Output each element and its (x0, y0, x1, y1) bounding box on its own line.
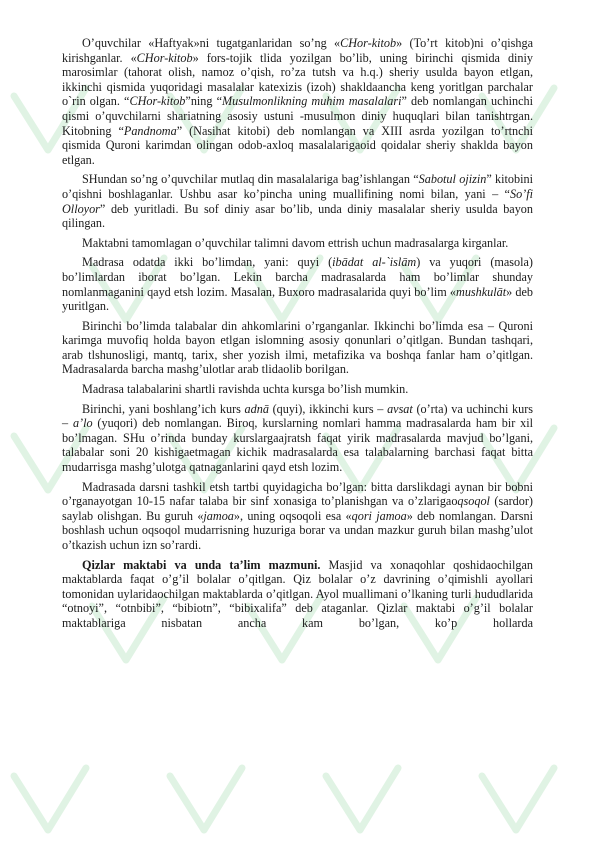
paragraph (62, 480, 533, 553)
paragraph (62, 236, 533, 251)
italic-run: qori jamoa (351, 508, 407, 523)
section-heading: Qizlar maktabi va unda ta’lim mazmuni. (82, 557, 321, 572)
italic-run: jamoa (203, 508, 234, 523)
text-run: ) va yuqori (masola) bo’limlardan iborat bo’lgan. Lekin barcha madrasalarda ham bo’limlar shunday nomlanmaganini qayd etsh lozim. Masalan, Buxoro madrasalarida quyi bo’lim « (62, 255, 533, 299)
italic-run: avsat (387, 401, 413, 416)
paragraph (62, 36, 533, 167)
document-page (62, 36, 533, 636)
text-run: (yuqori) deb nomlangan. Biroq, kurslarning nomlari hamma madrasalarda ham bir xil bo’lmagan. SHu o’rinda bunday kurslargaajratsh faqat yirik madrasalarda mavjud bo’lgani, talabalar soni 20 kishigaetmagan kichik madrasalarda esa talabalarning barchasi faqat bitta mudarrisga mashg’ulotga qatnaganlarini qayd etsh lozim. (62, 416, 533, 475)
italic-run: CHor-kitob (340, 36, 397, 50)
text-run: (o’rta) va uchinchi kurs – (62, 401, 533, 431)
text-run: Maktabni tamomlagan o’quvchilar talimni davom ettrish uchun madrasalarga kirganlar. (82, 235, 509, 250)
text-run: Birinchi bo’limda talabalar din ahkomlarini o’rganganlar. Ikkinchi bo’limda esa – Quroni karimga muvofiq holda bayon etlgan islomning asosiy qonunlari o’qitlgan. Bundan tashqari, arab tlshunosligi, mantq, tarix, sher yozish ilmi, metafizika va boshqa fanlar ham o’qitlgan. Madrasalarda barcha mashg’ulotlar arab tlidaolib borilgan. (62, 318, 533, 377)
paragraph-continued (62, 558, 533, 631)
text-run: » deb nomlangan. Darsni boshlash uchun oqsoqol mudarrisning huzuriga borar va undan mazkur guruh bilan mashg’ulot o’tkazish uchun izn so’rardi. (62, 508, 533, 552)
paragraph (62, 172, 533, 230)
paragraph (62, 255, 533, 313)
text-run: » deb yuritlgan. (62, 284, 533, 314)
text-run: ” deb yuritladi. Bu sof diniy asar bo’lib, unda diniy masalalar sheriy usulda bayon qilingan. (62, 201, 533, 231)
italic-run: Pandnoma (123, 123, 177, 138)
italic-run: adnā (244, 401, 269, 416)
italic-run: Sabotul ojizin (418, 172, 487, 187)
paragraph (62, 402, 533, 475)
text-run: SHundan so’ng o’quvchilar mutlaq din masalalariga bag’ishlangan “ (82, 172, 419, 187)
italic-run: CHor-kitob (129, 94, 186, 109)
italic-run: CHor-kitob (136, 50, 193, 65)
paragraph (62, 319, 533, 377)
paragraph (62, 382, 533, 397)
italic-run: a’lo (72, 416, 93, 431)
text-run: » (To’rt kitob)ni o’qishga kirishganlar. « (62, 36, 533, 65)
italic-run: Musulmonlikning muhim masalalari (222, 94, 402, 109)
text-run: ”ning “ (185, 94, 222, 109)
text-run: Madrasada darsni tashkil etsh tartbi quyidagicha bo’lgan: bitta darslikdagi aynan bir bobni o’rganayotgan 10-15 nafar talaba bir sinf xonasiga to’planishgan va o’zlarigao (62, 479, 533, 509)
text-run: Masjid va xonaqohlar qoshidaochilgan maktablarda faqat o’g’il bolalar o’qitlgan. Qiz bolalar o’z davrining o’qimishli ayollari tomonidan uylaridaochilgan maktablarda o’qitlgan. Ayol muallimani o’lkaning turli hududlarida “otnoyi”, “otnbibi”, “bibiotn”, “bibixalifa” deb ataganlar. Qizlar maktabi o’g’il bolalar maktablariga nisbatan ancha kam bo’lgan, ko’p hollarda (62, 557, 533, 630)
text-run: Birinchi, yani boshlang’ich kurs (82, 401, 245, 416)
text-run: Madrasa odatda ikki bo’limdan, yani: quyi ( (82, 255, 333, 270)
text-run: (quyi), ikkinchi kurs – (268, 401, 388, 416)
italic-run: ibādat al-`islām (332, 255, 417, 270)
text-run: (sardor) saylab olishgan. Bu guruh « (62, 494, 533, 523)
text-run: Madrasa talabalarini shartli ravishda uchta kursga bo’lish mumkin. (82, 382, 409, 397)
italic-run: qsoqol (457, 494, 490, 509)
text-run: », uning oqsoqoli esa « (233, 508, 352, 523)
text-run: ” (Nasihat kitobi) deb nomlangan va XIII asrda yozilgan to’rtnchi qismida Quroni karimdan olingan odob-axloq masalalarigaoid qoidalar sheriy shaklda bayon etlgan. (62, 123, 533, 167)
italic-run: So’fi Olloyor (62, 186, 533, 216)
text-run: ” deb nomlangan uchinchi qismi o’quvchilarni shariatning asosiy ustuni -musulmon diniy huquqlari bilan tanishtrgan. Kitobning “ (62, 94, 533, 138)
text-run: ” kitobini o’qishni boshlaganlar. Ushbu asar ko’pincha uning muallifining nomi bilan, yani – “ (62, 172, 533, 201)
text-run: O’quvchilar «Haftyak»ni tugatganlaridan so’ng « (82, 36, 341, 50)
italic-run: mushkulāt (456, 284, 507, 299)
text-run: » fors-tojik tlida yozilgan bo’lib, uning birinchi qismida diniy marosimlar (tahorat olish, namoz o’qish, ro’za tutsh va h.q.) sheriy usulda bayon etlgan, ikkinchi qismida yuqoridagi masalalar katexizis (izoh) shakldaancha keng yoritlgan parchalar o`rin olgan. “ (62, 50, 533, 109)
